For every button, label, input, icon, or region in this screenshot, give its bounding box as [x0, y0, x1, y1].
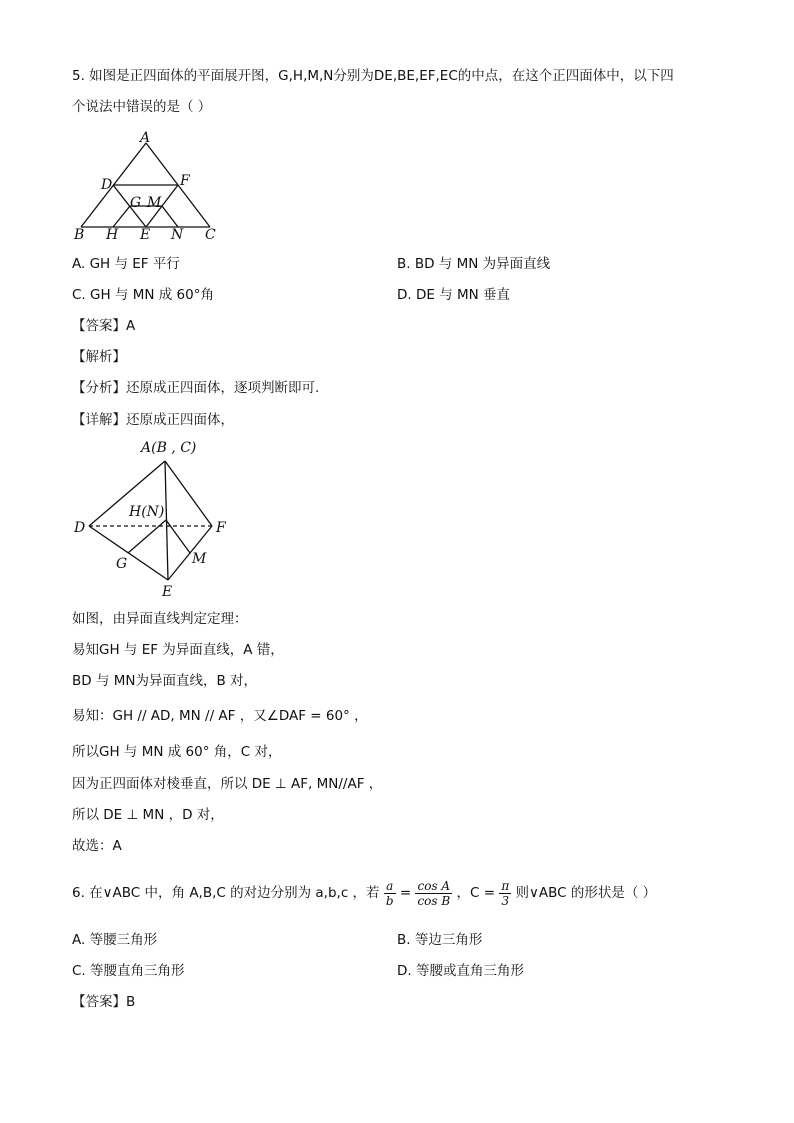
q6-fraction-cos [415, 879, 452, 908]
q6-option-d[interactable]: D. 等腰或直角三角形 [397, 963, 524, 979]
tetra-label-d: D [74, 520, 86, 536]
tetra-label-e: E [162, 584, 173, 600]
q5-stem-line2: 个说法中错误的是（ ） [72, 99, 212, 115]
q5-stem-line1: 5. 如图是正四面体的平面展开图，G,H,M,N分别为DE,BE,EF,EC的中点，在这个正四面体中，以下四 [72, 68, 674, 84]
tetra-label-top: A(B , C) [141, 440, 197, 456]
q5-option-a[interactable]: A. GH 与 EF 平行 [72, 256, 180, 272]
q5-step-6: 因为正四面体对棱垂直，所以 DE ⊥ AF, MN//AF ， [72, 776, 383, 792]
q5-option-d[interactable]: D. DE 与 MN 垂直 [397, 287, 511, 303]
q6-option-a[interactable]: A. 等腰三角形 [72, 932, 158, 948]
net-label-a: A [140, 130, 151, 146]
net-label-h: H [106, 227, 119, 243]
net-label-b: B [74, 227, 85, 243]
q5-option-c[interactable]: C. GH 与 MN 成 60°角 [72, 287, 214, 303]
q5-step-7: 所以 DE ⊥ MN ，D 对， [72, 807, 224, 823]
q6-frac3-num: π [501, 878, 510, 893]
q6-equals: = [399, 885, 412, 901]
q5-analysis: 【分析】还原成正四面体，逐项判断即可. [72, 380, 320, 396]
net-label-e: E [140, 227, 151, 243]
q5-step-3: BD 与 MN为异面直线，B 对， [72, 673, 258, 689]
q6-frac3-den: 3 [501, 893, 510, 908]
net-label-n: N [171, 227, 184, 243]
q5-answer: 【答案】A [72, 318, 136, 334]
q5-detail: 【详解】还原成正四面体， [72, 412, 234, 428]
net-label-d: D [101, 177, 113, 193]
q5-step-2: 易知GH 与 EF 为异面直线，A 错， [72, 642, 284, 658]
q6-option-c[interactable]: C. 等腰直角三角形 [72, 963, 185, 979]
tetra-label-m: M [192, 551, 207, 567]
tetra-label-g: G [116, 556, 128, 572]
q5-step-4: 易知：GH // AD, MN // AF ，又∠DAF = 60° ， [72, 708, 368, 724]
tetra-label-f: F [216, 520, 226, 536]
q6-frac2-den: cos B [417, 893, 451, 908]
q6-frac1-den: b [385, 893, 394, 908]
q5-option-b[interactable]: B. BD 与 MN 为异面直线 [397, 256, 551, 272]
q6-stem [72, 874, 656, 912]
q5-step-1: 如图，由异面直线判定定理： [72, 611, 248, 627]
q6-fraction-a-b [384, 879, 396, 908]
tetra-label-hn: H(N) [129, 504, 165, 520]
q5-step-5: 所以GH 与 MN 成 60° 角，C 对， [72, 744, 282, 760]
net-label-m: M [147, 195, 162, 211]
q6-frac2-num: cos A [415, 879, 452, 894]
tetra-seg-hm [166, 520, 190, 553]
q6-answer: 【答案】B [72, 994, 136, 1010]
net-label-g: G [130, 195, 142, 211]
q6-frac1-num: a [384, 879, 396, 894]
q5-step-8: 故选：A [72, 838, 122, 854]
net-label-f: F [180, 173, 190, 189]
q6-stem-pre: 6. 在∨ABC 中，角 A,B,C 的对边分别为 a,b,c ，若 [72, 885, 380, 901]
q6-option-b[interactable]: B. 等边三角形 [397, 932, 483, 948]
q6-fraction-pi [499, 879, 511, 908]
q6-stem-post: 则∨ABC 的形状是（ ） [515, 885, 657, 901]
q6-stem-mid: ，C = [456, 885, 496, 901]
tetra-seg-hg [128, 520, 166, 553]
tetra-edge-af [165, 461, 212, 526]
net-label-c: C [205, 227, 216, 243]
q5-analysis-heading: 【解析】 [72, 349, 126, 365]
